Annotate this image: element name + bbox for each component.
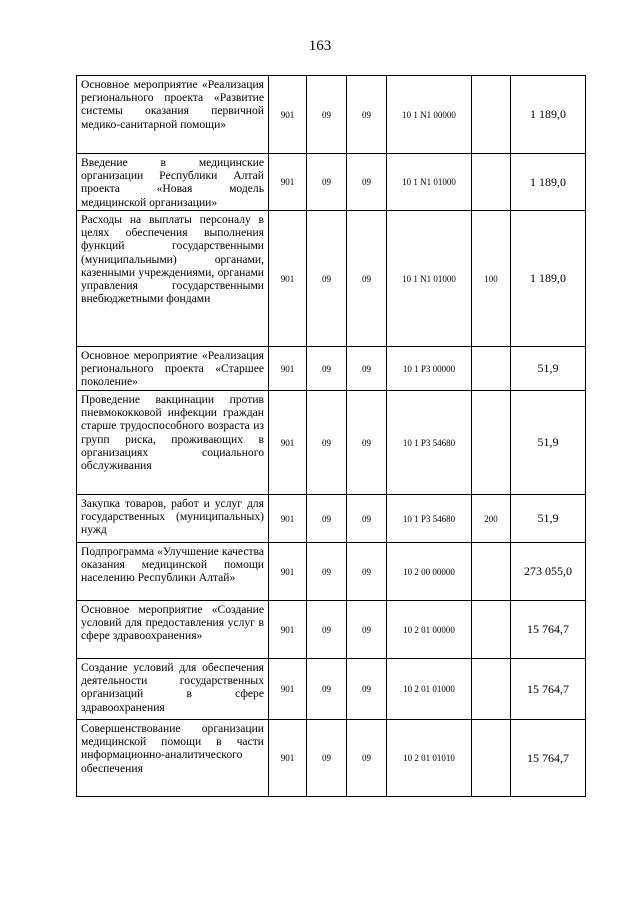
row-subsection-code: 09	[347, 543, 387, 601]
row-name: Расходы на выплаты персоналу в целях обеспечения выполнения функций государственными (муниципальными) органами, казенными учреждениями, органами управления государственными внебюджетными фондами	[77, 211, 269, 347]
row-name: Введение в медицинские организации Республики Алтай проекта «Новая модель медицинской организации»	[77, 154, 269, 211]
row-admin-code: 901	[269, 391, 307, 495]
row-section-code: 09	[307, 211, 347, 347]
row-amount: 1 189,0	[511, 211, 586, 347]
row-admin-code: 901	[269, 76, 307, 154]
row-admin-code: 901	[269, 347, 307, 391]
budget-table	[76, 75, 586, 797]
row-subsection-code: 09	[347, 76, 387, 154]
row-expense-type-code	[472, 543, 511, 601]
row-expense-type-code	[472, 347, 511, 391]
row-target-article-code: 10 1 P3 00000	[387, 347, 472, 391]
row-expense-type-code: 200	[472, 495, 511, 543]
table-row	[77, 347, 586, 391]
table-row	[77, 720, 586, 797]
row-section-code: 09	[307, 347, 347, 391]
row-target-article-code: 10 2 01 00000	[387, 601, 472, 659]
row-amount: 273 055,0	[511, 543, 586, 601]
row-amount: 1 189,0	[511, 76, 586, 154]
row-subsection-code: 09	[347, 720, 387, 797]
row-expense-type-code	[472, 601, 511, 659]
row-expense-type-code	[472, 391, 511, 495]
row-target-article-code: 10 2 00 00000	[387, 543, 472, 601]
row-name: Совершенствование организации медицинской помощи в части информационно-аналитического обеспечения	[77, 720, 269, 797]
row-admin-code: 901	[269, 495, 307, 543]
row-target-article-code: 10 1 N1 01000	[387, 211, 472, 347]
row-subsection-code: 09	[347, 154, 387, 211]
row-section-code: 09	[307, 391, 347, 495]
row-subsection-code: 09	[347, 601, 387, 659]
row-admin-code: 901	[269, 154, 307, 211]
row-name: Основное мероприятие «Создание условий для предоставления услуг в сфере здравоохранения»	[77, 601, 269, 659]
row-target-article-code: 10 1 N1 00000	[387, 76, 472, 154]
row-name: Закупка товаров, работ и услуг для государственных (муниципальных) нужд	[77, 495, 269, 543]
table-row	[77, 154, 586, 211]
table-row	[77, 543, 586, 601]
row-admin-code: 901	[269, 720, 307, 797]
row-amount: 15 764,7	[511, 601, 586, 659]
row-target-article-code: 10 1 P3 54680	[387, 391, 472, 495]
row-amount: 51,9	[511, 391, 586, 495]
row-target-article-code: 10 1 N1 01000	[387, 154, 472, 211]
row-amount: 51,9	[511, 347, 586, 391]
table-row	[77, 391, 586, 495]
row-section-code: 09	[307, 720, 347, 797]
row-section-code: 09	[307, 154, 347, 211]
row-amount: 1 189,0	[511, 154, 586, 211]
row-target-article-code: 10 1 P3 54680	[387, 495, 472, 543]
row-amount: 51,9	[511, 495, 586, 543]
table-row	[77, 659, 586, 720]
row-name: Основное мероприятие «Реализация регионального проекта «Развитие системы оказания первичной медико-санитарной помощи»	[77, 76, 269, 154]
table-row	[77, 495, 586, 543]
row-subsection-code: 09	[347, 495, 387, 543]
row-section-code: 09	[307, 601, 347, 659]
row-admin-code: 901	[269, 659, 307, 720]
row-admin-code: 901	[269, 601, 307, 659]
row-section-code: 09	[307, 495, 347, 543]
row-amount: 15 764,7	[511, 720, 586, 797]
row-expense-type-code	[472, 720, 511, 797]
row-amount: 15 764,7	[511, 659, 586, 720]
row-name: Основное мероприятие «Реализация регионального проекта «Старшее поколение»	[77, 347, 269, 391]
row-subsection-code: 09	[347, 211, 387, 347]
page-number: 163	[308, 38, 332, 54]
row-expense-type-code: 100	[472, 211, 511, 347]
row-name: Создание условий для обеспечения деятельности государственных организаций в сфере здравоохранения	[77, 659, 269, 720]
row-name: Проведение вакцинации против пневмококковой инфекции граждан старше трудоспособного возраста из групп риска, проживающих в организациях социального обслуживания	[77, 391, 269, 495]
row-subsection-code: 09	[347, 391, 387, 495]
row-subsection-code: 09	[347, 659, 387, 720]
row-name: Подпрограмма «Улучшение качества оказания медицинской помощи населению Республики Алтай»	[77, 543, 269, 601]
row-subsection-code: 09	[347, 347, 387, 391]
table-row	[77, 601, 586, 659]
row-section-code: 09	[307, 659, 347, 720]
row-target-article-code: 10 2 01 01000	[387, 659, 472, 720]
row-expense-type-code	[472, 659, 511, 720]
row-section-code: 09	[307, 543, 347, 601]
table-row	[77, 76, 586, 154]
row-admin-code: 901	[269, 543, 307, 601]
row-target-article-code: 10 2 01 01010	[387, 720, 472, 797]
row-expense-type-code	[472, 154, 511, 211]
row-expense-type-code	[472, 76, 511, 154]
row-section-code: 09	[307, 76, 347, 154]
table-row	[77, 211, 586, 347]
row-admin-code: 901	[269, 211, 307, 347]
